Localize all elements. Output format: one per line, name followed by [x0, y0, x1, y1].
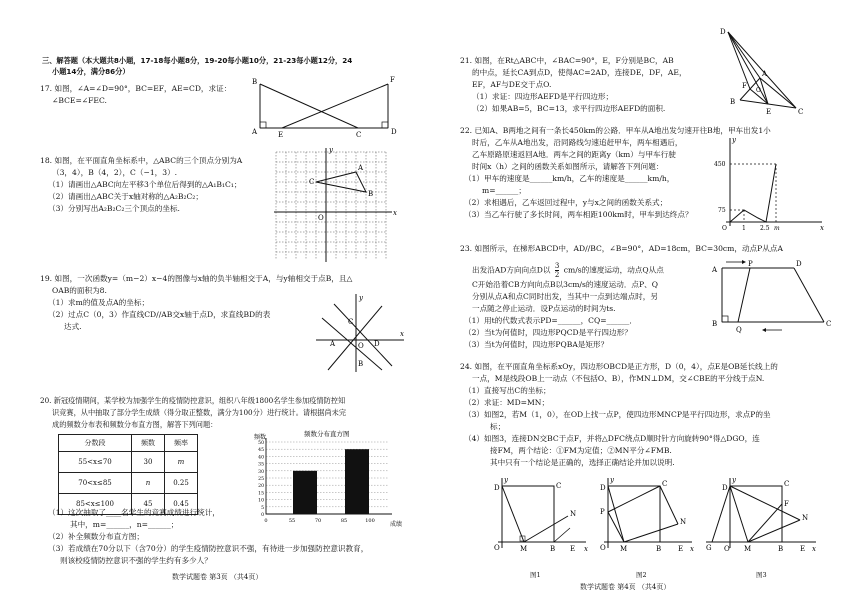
q23-line1: 23. 如图所示，在梯形ABCD中，AD//BC，∠B=90°，AD=18cm，BC=30cm，动点P从点A	[460, 244, 783, 253]
q20-line3: 成的频数分布表和频数分布直方图，解答下列问题：	[52, 420, 218, 429]
q22-label-x: x	[820, 224, 824, 232]
q18-line3: （1）请画出△ABC向左平移3个单位后得到的△A₁B₁C₁；	[48, 180, 242, 189]
q22-label-75: 75	[718, 207, 726, 214]
table-cell: 45	[132, 494, 165, 515]
q21-line3: EF，AF与DE交于点O.	[472, 80, 552, 89]
fig3-label-d: D	[722, 484, 728, 492]
table-cell: m	[165, 452, 198, 473]
q21-figure	[720, 28, 830, 118]
q18-label-o: O	[318, 214, 324, 222]
q23-line2b: cm/s的速度运动，动点Q从点	[563, 265, 664, 275]
q21-label-f: F	[742, 82, 747, 90]
q17-line2: ∠BCE=∠FEC.	[52, 96, 107, 105]
fig3-label-g: G	[706, 544, 712, 552]
section-header-2: 小题14分，满分86分）	[52, 67, 130, 76]
y-tick-label: 20	[258, 484, 264, 490]
q22-line6: m=______；	[482, 186, 526, 195]
q18-label-b: B	[368, 190, 374, 198]
q24-figure-1	[492, 476, 592, 558]
q23-line6: （1）用t的代数式表示PD=______，CQ=______．	[464, 316, 637, 325]
table-row	[59, 473, 198, 494]
q19-figure	[312, 290, 408, 374]
table-header-row	[59, 435, 198, 452]
q24-line1: 24. 如图，在平面直角坐标系xOy，四边形OBCD是正方形，D（0，4），点E是OB延长线上的	[460, 362, 778, 371]
q22-line3: 乙车原路原速返回A地．两车之间的距离y（km）与甲车行驶	[472, 150, 676, 159]
fig3-label-x: x	[812, 545, 816, 553]
histogram-bar	[293, 471, 317, 514]
q23-fraction-num: 3	[554, 262, 560, 270]
q19-label-c: C	[348, 318, 354, 326]
q23-line3: C开始沿着CB方向向点B以3cm/s的速度运动．点P、Q	[472, 280, 658, 289]
fig1-label-x: x	[584, 545, 588, 553]
q24-line5b: 标；	[490, 422, 506, 431]
table-header: 频数	[132, 435, 165, 452]
histogram-xlabel: 成绩	[390, 521, 403, 528]
q20-sub3: （3）若成绩在70分以下（含70分）的学生疫情防控意识不强，有待进一步加强防控意识教育，	[48, 544, 369, 553]
y-tick-label: 30	[258, 469, 264, 475]
fig1-label-c: C	[556, 482, 562, 490]
q23-trapezoid-figure	[708, 258, 832, 338]
q20-sub3b: 则该校疫情防控意识不强的学生约有多少人？	[60, 556, 212, 565]
fig3-label-b: B	[778, 545, 784, 553]
q20-line1: 20. 新冠疫情期间，某学校为加强学生的疫情防控意识，组织八年级1800名学生参加疫情防控知	[40, 396, 346, 405]
q22-graph	[710, 134, 830, 234]
x-tick-label: 100	[365, 518, 375, 524]
q23-line4: 分别从点A和点C同时出发，当其中一点到达端点时，另	[472, 292, 658, 301]
fig3-caption: 图3	[756, 571, 767, 579]
y-tick-label: 45	[258, 448, 264, 454]
q23-label-b: B	[712, 320, 718, 328]
q23-fraction	[555, 262, 559, 279]
fig3-label-n: N	[802, 514, 809, 522]
q18-line4: （2）请画出△ABC关于x轴对称的△A₂B₂C₂；	[48, 192, 203, 201]
q23-label-p: P	[748, 260, 753, 268]
q17-figure	[252, 76, 412, 139]
q23-line2	[472, 262, 664, 279]
q23-label-d: D	[796, 260, 802, 268]
q23-label-q: Q	[736, 326, 742, 334]
right-page	[430, 0, 860, 608]
table-cell: 0.25	[165, 473, 198, 494]
q23-line7: （2）当t为何值时，四边形PQCD是平行四边形？	[464, 328, 632, 337]
q23-line8: （3）当t为何值时，四边形PQBA是矩形？	[464, 340, 609, 349]
fig2-label-e: E	[678, 545, 684, 553]
q22-label-1: 1	[742, 225, 746, 232]
table-cell: 30	[132, 452, 165, 473]
table-header: 频率	[165, 435, 198, 452]
q21-label-o: O	[756, 87, 761, 94]
fig2-label-b: B	[656, 545, 662, 553]
q24-line5: （3）如图2，若M（1，0），在OD上找一点P，使四边形MNCP是平行四边形，求点P的坐	[464, 410, 771, 419]
fig3-label-c: C	[784, 480, 790, 488]
q20-line2: 识竞赛，从中抽取了部分学生成绩（得分取正整数，满分为100分）进行统计。请根据尚未完	[52, 408, 347, 417]
q20-sub1b: 其中，m=______，n=______；	[70, 520, 179, 529]
q18-grid-figure	[272, 146, 402, 266]
table-cell: n	[132, 473, 165, 494]
q19-label-b: B	[358, 360, 364, 368]
q23-line5: 一点随之停止运动．设P点运动的时间为ts.	[472, 304, 616, 313]
fig1-label-m: M	[520, 545, 528, 553]
q17-label-b: B	[252, 78, 258, 86]
frequency-table	[58, 434, 198, 515]
q18-line2: （3，4），B（4，2），C（−1，3）.	[52, 168, 178, 177]
q18-label-y: y	[329, 146, 333, 154]
y-tick-label: 40	[258, 455, 264, 461]
table-cell: 0.45	[165, 494, 198, 515]
q24-line6b: 接FM，两个结论：①FM为定值；②MN平分∠FMB.	[490, 446, 672, 455]
q23-line2a: 出发沿AD方向向点D以	[472, 265, 551, 275]
fig3-label-e: E	[800, 545, 806, 553]
table-row	[59, 452, 198, 473]
fig1-label-y: y	[504, 476, 508, 484]
q19-line2: OAB的面积为8.	[52, 286, 107, 295]
q21-label-c: C	[798, 108, 804, 116]
q24-figure-3	[702, 476, 822, 558]
fig2-label-n: N	[680, 518, 687, 526]
q19-label-a: A	[330, 340, 336, 348]
y-tick-label: 35	[258, 462, 264, 468]
q18-label-x: x	[393, 209, 397, 217]
q19-line4: （2）过点C（0，3）作直线CD//AB交x轴于点D，求直线BD的表	[48, 310, 271, 319]
x-tick-label: 85	[340, 518, 348, 524]
q24-line6: （4）如图3，连接DN交BC于点F，并将△DFC绕点D顺时针方向旋转90°得△DGO，连	[464, 434, 760, 443]
q18-line1: 18. 如图，在平面直角坐标系中，△ABC的三个顶点分别为A	[40, 156, 243, 165]
q24-line2: 一点，M是线段OB上一动点（不包括O、B），作MN⊥DM，交∠CBE的平分线于点N.	[472, 374, 765, 383]
fig2-label-c: C	[662, 480, 668, 488]
x-tick-label: 55	[288, 518, 296, 524]
q17-label-c: C	[356, 131, 362, 139]
q24-figure-2	[598, 476, 698, 558]
q22-label-m: m	[774, 225, 780, 232]
histogram-title: 频数分布直方图	[304, 430, 350, 438]
fig2-label-x: x	[690, 545, 694, 553]
q24-line3: （1）直接写出C的坐标；	[464, 386, 551, 395]
q23-fraction-den: 2	[554, 271, 560, 279]
y-tick-label: 50	[258, 441, 264, 446]
y-tick-label: 5	[261, 505, 264, 511]
x-tick-label: 70	[314, 518, 322, 524]
q22-line2: 时后，乙车从A地出发，沿同路线匀速追赶甲车，两车相遇后，	[472, 138, 683, 147]
q20-sub1: （1）这次抽取了____名学生的竞赛成绩进行统计，	[48, 508, 220, 517]
q18-label-c: C	[309, 178, 315, 186]
q23-label-a: A	[712, 266, 718, 274]
histogram-ylabel: 频数	[254, 434, 267, 441]
q19-line5: 达式.	[64, 322, 82, 331]
q22-label-y: y	[732, 136, 736, 144]
y-tick-label: 25	[258, 477, 264, 482]
fig2-label-y: y	[610, 476, 614, 484]
y-tick-label: 0	[261, 513, 264, 518]
fig1-label-n: N	[570, 510, 577, 518]
q18-label-a: A	[358, 164, 364, 172]
q22-line1: 22. 已知A、B两地之间有一条长450km的公路．甲车从A地出发匀速开往B地，甲车出发1小	[460, 126, 771, 135]
q17-line1: 17. 如图，∠A=∠D=90°，BC=EF，AE=CD，求证：	[40, 84, 232, 93]
fig2-caption: 图2	[636, 571, 647, 579]
fig3-label-f: F	[784, 500, 789, 508]
q21-line5: （2）如果AB=5，BC=13，求平行四边形AEFD的面积.	[472, 104, 666, 113]
q23-label-c: C	[826, 320, 832, 328]
q17-label-e: E	[278, 131, 284, 139]
q18-line5: （3）分别写出A₂B₂C₂三个顶点的坐标.	[48, 204, 180, 213]
q21-label-e: E	[766, 108, 772, 116]
q22-label-o: O	[722, 225, 727, 232]
table-cell: 70<x≤85	[59, 473, 132, 494]
fig3-label-m: M	[744, 545, 752, 553]
left-page-footer: 数学试题卷 第3页 （共4页）	[172, 573, 263, 581]
q19-label-o: O	[358, 342, 364, 350]
table-header: 分数段	[59, 435, 132, 452]
q22-label-2-5: 2.5	[760, 225, 770, 232]
histogram-chart	[248, 428, 408, 528]
table-cell: 55<x≤70	[59, 452, 132, 473]
q22-line7: （2）求相遇后，乙车返回过程中，y与x之间的函数关系式；	[464, 198, 668, 207]
fig1-label-e: E	[570, 545, 576, 553]
q22-line5: （1）甲车的速度是______km/h，乙车的速度是______km/h，	[464, 174, 675, 183]
fig3-label-o: O	[724, 545, 730, 553]
fig1-label-d: D	[494, 484, 500, 492]
q22-label-450: 450	[714, 161, 726, 168]
q19-label-x: x	[400, 330, 404, 338]
right-page-footer: 数学试题卷 第4页 （共4页）	[580, 583, 671, 591]
x-tick-label: 0	[264, 518, 268, 524]
q21-label-d: D	[720, 28, 726, 36]
fig2-label-p: P	[600, 508, 605, 516]
fig2-label-m: M	[620, 545, 628, 553]
q19-label-y: y	[359, 294, 363, 302]
q21-label-a: A	[762, 70, 768, 78]
fig2-label-o: O	[600, 544, 606, 552]
y-tick-label: 10	[258, 498, 264, 504]
q21-label-b: B	[730, 98, 736, 106]
q19-label-d: D	[374, 340, 380, 348]
q19-line1: 19. 如图，一次函数y=（m−2）x−4的图像与x轴的负半轴相交于A，与y轴相交于点B，且△	[40, 274, 353, 283]
q17-label-d: D	[391, 128, 397, 136]
q22-line4: 时间x（h）之间的函数关系如图所示，请解答下列问题：	[472, 162, 664, 171]
section-header: 三、解答题（本大题共8小题，17-18每小题8分，19-20每小题10分，21-23每小题12分，24	[42, 56, 353, 65]
q21-line2: 的中点，延长CA到点D，使得AC=2AD，连接DE，DF，AE，	[472, 68, 687, 77]
fig1-caption: 图1	[530, 571, 541, 579]
q24-line6c: 其中只有一个结论是正确的，选择正确结论并加以说明.	[490, 458, 675, 467]
q20-sub2: （2）补全频数分布直方图；	[48, 532, 144, 541]
q21-line1: 21. 如图，在Rt△ABC中，∠BAC=90°，E，F分别是BC，AB	[460, 56, 674, 65]
q17-label-a: A	[252, 128, 258, 136]
q21-line4: （1）求证：四边形AEFD是平行四边形；	[472, 92, 614, 101]
q22-line8: （3）当乙车行驶了多长时间，两车相距100km时，甲车到达终点？	[464, 210, 693, 219]
table-cell: 85<x≤100	[59, 494, 132, 515]
y-tick-label: 15	[258, 491, 264, 497]
q24-line4: （2）求证：MD=MN；	[464, 398, 550, 407]
q17-label-f: F	[390, 76, 395, 84]
fig1-label-o: O	[494, 544, 500, 552]
fig1-label-b: B	[550, 545, 556, 553]
histogram-bar	[345, 449, 369, 514]
fig2-label-d: D	[600, 484, 606, 492]
fig3-label-y: y	[732, 476, 736, 484]
q19-line3: （1）求m的值及点A的坐标；	[48, 298, 150, 307]
